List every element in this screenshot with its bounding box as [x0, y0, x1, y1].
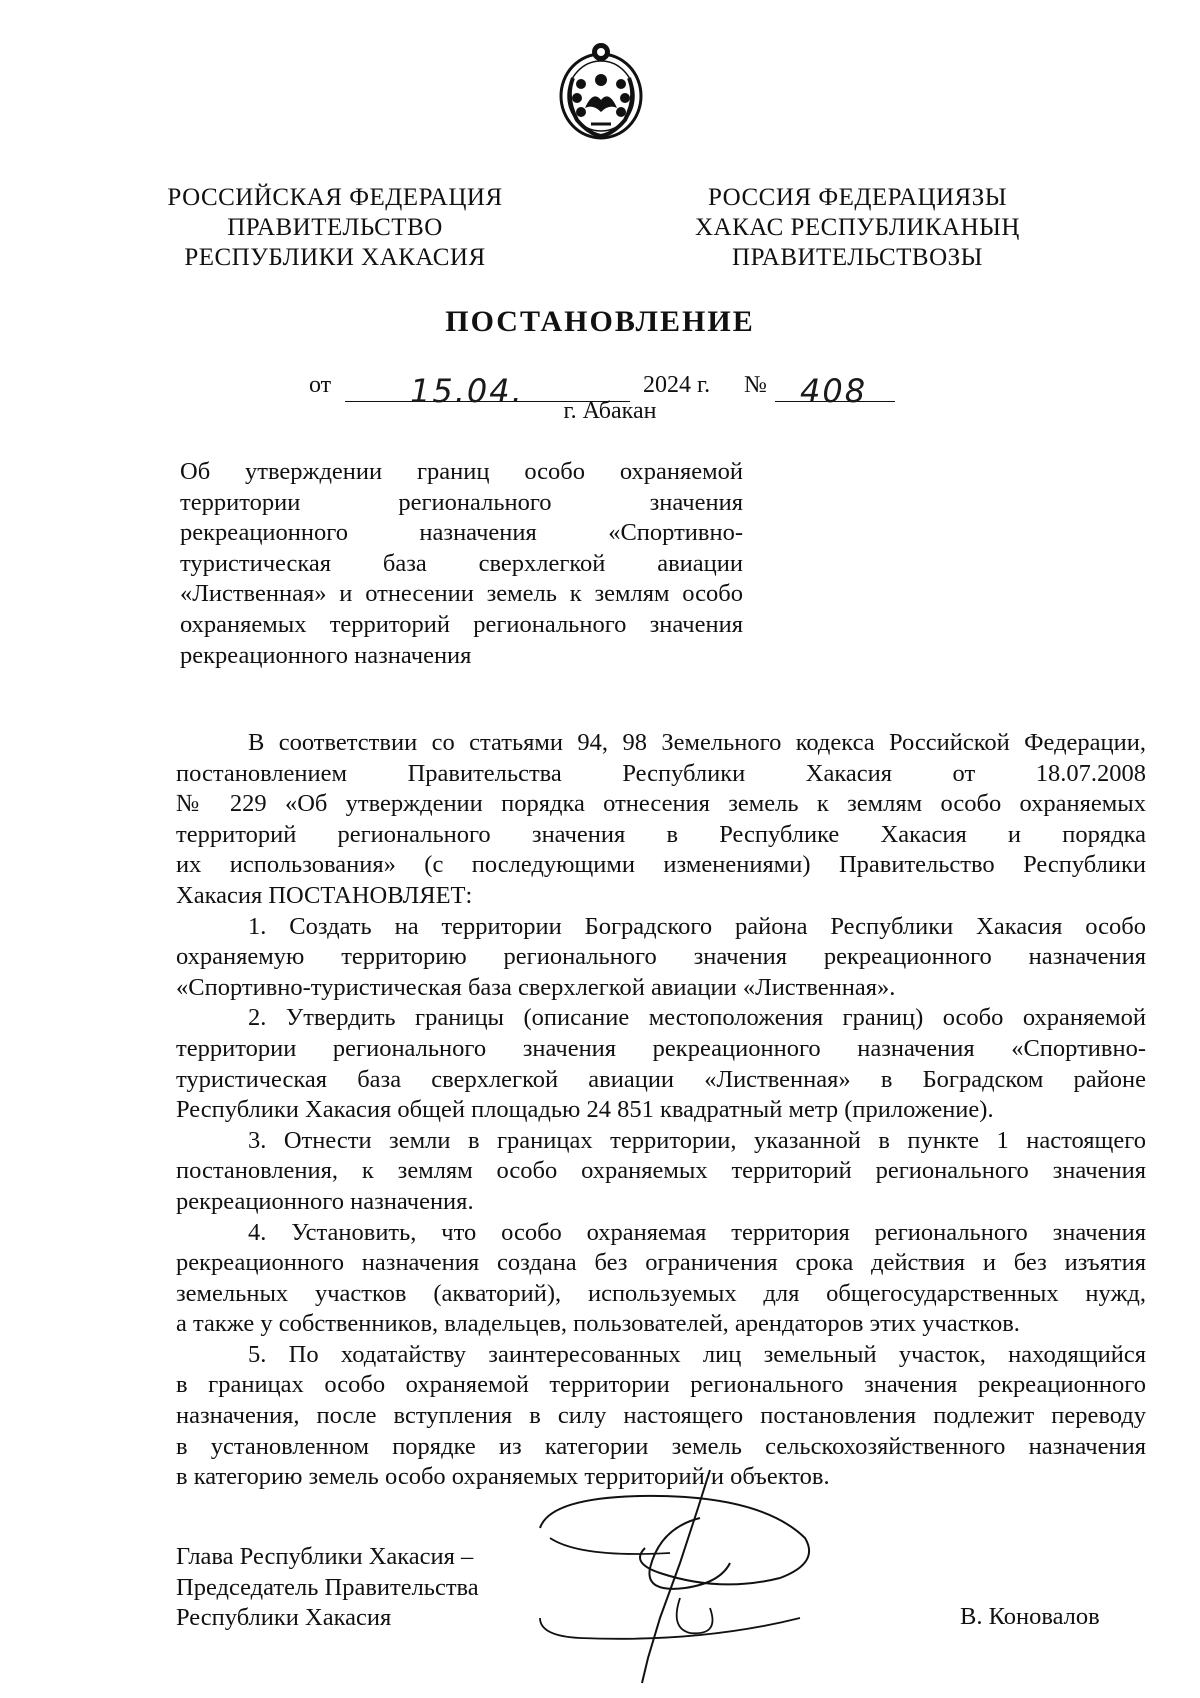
body-line: Хакасия ПОСТАНОВЛЯЕТ:: [176, 881, 473, 909]
coat-of-arms-emblem: [551, 38, 651, 146]
year-label: 2024 г.: [643, 372, 711, 398]
subject-line: рекреационного назначения: [180, 641, 472, 669]
header-left-line: РЕСПУБЛИКИ ХАКАСИЯ: [184, 244, 486, 271]
body-line: их использования» (с последующими изменениями) Правительство Республики: [176, 851, 1146, 879]
subject-line: туристическая база сверхлегкой авиации: [180, 549, 743, 577]
header-right-line: ХАКАС РЕСПУБЛИКАНЫҢ: [694, 214, 1020, 241]
number-label: №: [744, 372, 767, 398]
header-left-line: ПРАВИТЕЛЬСТВО: [227, 214, 443, 241]
document-body: [176, 728, 1146, 1493]
subject-line: Об утверждении границ особо охраняемой: [180, 458, 743, 485]
header-right-line: ПРАВИТЕЛЬСТВОЗЫ: [732, 244, 983, 271]
header-left-line: РОССИЙСКАЯ ФЕДЕРАЦИЯ: [167, 184, 503, 211]
signatory-position-line: Председатель Правительства: [176, 1573, 479, 1601]
handwritten-number: 408: [800, 372, 868, 410]
body-line: рекреационного назначения.: [176, 1187, 474, 1215]
signatory-position-line: Глава Республики Хакасия –: [176, 1543, 474, 1570]
header-right: [665, 183, 1050, 273]
body-line: охраняемую территорию регионального значения рекреационного назначения: [176, 943, 1146, 971]
body-line: Республики Хакасия общей площадью 24 851 квадратный метр (приложение).: [176, 1096, 994, 1124]
document-subject: [180, 457, 743, 671]
header-left: [150, 183, 520, 273]
signatory-position-line: Республики Хакасия: [176, 1604, 392, 1632]
body-line: «Спортивно-туристическая база сверхлегкой авиации «Лиственная».: [176, 973, 896, 1001]
body-line: а также у собственников, владельцев, пользователей, арендаторов этих участков.: [176, 1310, 1020, 1338]
body-line: территории регионального значения рекреационного назначения «Спортивно-: [176, 1034, 1146, 1062]
body-line: № 229 «Об утверждении порядка отнесения земель к землям особо охраняемых: [176, 790, 1146, 818]
subject-line: «Лиственная» и отнесении земель к землям особо: [180, 580, 743, 608]
subject-line: охраняемых территорий регионального значения: [180, 610, 743, 638]
from-label: от: [309, 372, 332, 398]
body-line: 1. Создать на территории Боградского района Республики Хакасия особо: [248, 912, 1146, 940]
subject-line: рекреационного назначения «Спортивно-: [180, 519, 743, 547]
body-line: территорий регионального значения в Республике Хакасия и порядка: [176, 820, 1146, 848]
body-line: рекреационного назначения создана без ограничения срока действия и без изъятия: [176, 1249, 1146, 1277]
body-line: в границах особо охраняемой территории регионального значения рекреационного: [176, 1371, 1146, 1399]
body-line: в категорию земель особо охраняемых территорий и объектов.: [176, 1463, 830, 1491]
header-right-line: РОССИЯ ФЕДЕРАЦИЯЗЫ: [707, 184, 1008, 211]
body-line: 5. По ходатайству заинтересованных лиц земельный участок, находящийся: [248, 1340, 1146, 1368]
body-line: 3. Отнести земли в границах территории, указанной в пункте 1 настоящего: [248, 1126, 1146, 1154]
body-line: назначения, после вступления в силу настоящего постановления подлежит переводу: [176, 1402, 1146, 1430]
document-title: ПОСТАНОВЛЕНИЕ: [445, 305, 755, 338]
body-line: постановления, к землям особо охраняемых территорий регионального значения: [176, 1157, 1146, 1185]
handwritten-signature: [520, 1468, 820, 1688]
body-line: туристическая база сверхлегкой авиации «Лиственная» в Боградском районе: [176, 1065, 1146, 1093]
body-line: 4. Установить, что особо охраняемая территория регионального значения: [248, 1218, 1146, 1246]
body-line: постановлением Правительства Республики Хакасия от 18.07.2008: [176, 759, 1146, 787]
body-line: в установленном порядке из категории земель сельскохозяйственного назначения: [176, 1432, 1146, 1460]
body-line: В соответствии со статьями 94, 98 Земельного кодекса Российской Федерации,: [248, 729, 1146, 756]
signatory-name: В. Коновалов: [960, 1603, 1100, 1630]
signatory-position: [176, 1542, 479, 1634]
subject-line: территории регионального значения: [180, 488, 743, 516]
city: г. Абакан: [563, 398, 657, 424]
body-line: земельных участков (акваторий), используемых для общегосударственных нужд,: [176, 1279, 1146, 1307]
body-line: 2. Утвердить границы (описание местоположения границ) особо охраняемой: [248, 1004, 1146, 1032]
handwritten-date: 15.04.: [410, 372, 524, 410]
